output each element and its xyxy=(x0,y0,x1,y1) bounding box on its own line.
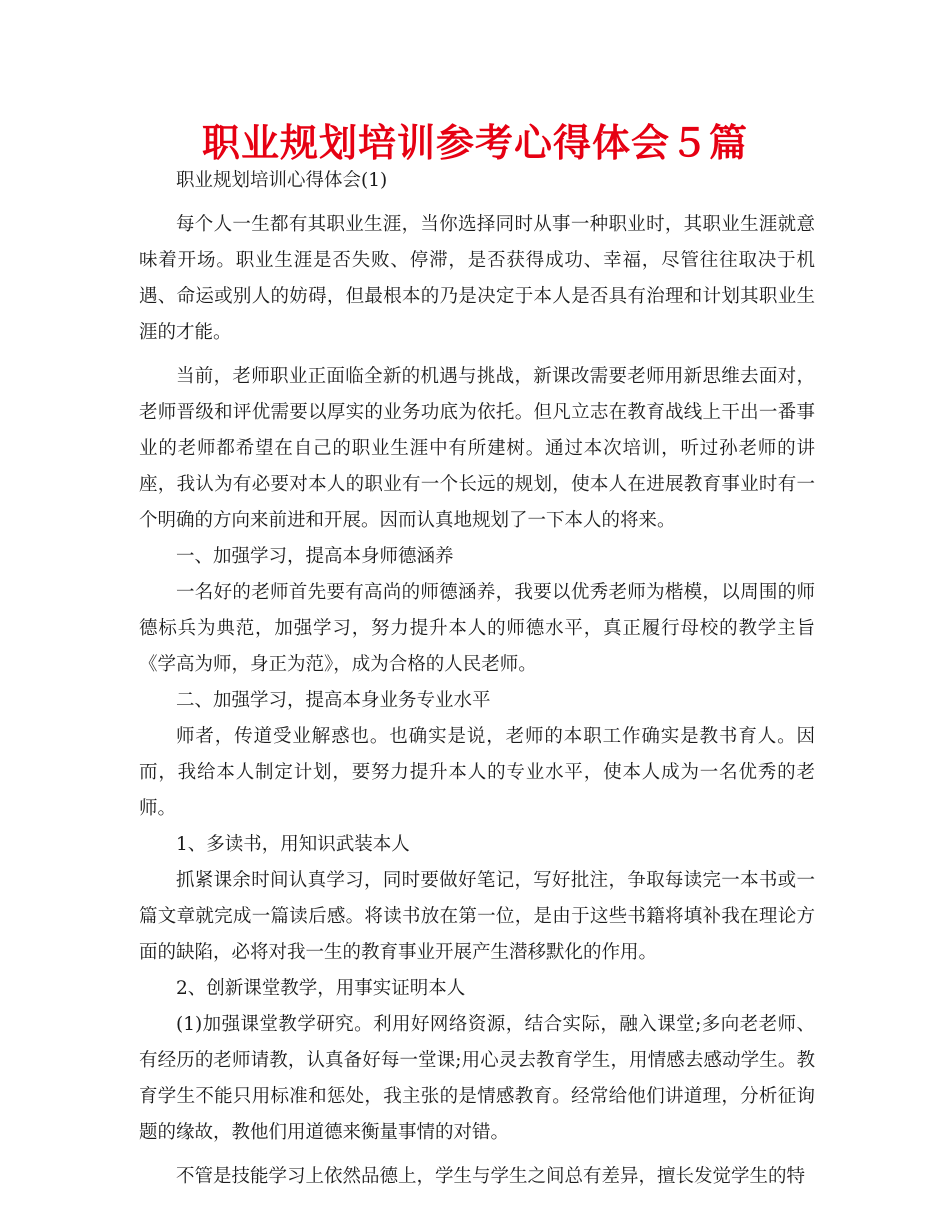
document-title: 职业规划培训参考心得体会５篇 xyxy=(201,121,748,165)
section-heading: 1、多读书，用知识武装本人 xyxy=(176,834,410,855)
section-heading: 二、加强学习，提高本身业务专业水平 xyxy=(176,690,491,711)
section-heading: 2、创新课堂教学，用事实证明本人 xyxy=(176,978,466,999)
document-body xyxy=(139,163,815,1195)
paragraph: 抓紧课余时间认真学习，同时要做好笔记，写好批注，争取每读完一本书或一篇文章就完成一篇读后感。将读书放在第一位，是由于这些书籍将填补我在理论方面的缺陷，必将对我一生的教育事业开展产生潜移默化的作用。 xyxy=(139,870,815,963)
paragraph: 不管是技能学习上依然品德上，学生与学生之间总有差异，擅长发觉学生的特 xyxy=(176,1166,806,1187)
paragraph: 师者，传道受业解惑也。也确实是说，老师的本职工作确实是教书育人。因而，我给本人制定计划，要努力提升本人的专业水平，使本人成为一名优秀的老师。 xyxy=(139,726,815,819)
paragraph: (1)加强课堂教学研究。利用好网络资源，结合实际，融入课堂;多向老老师、有经历的老师请教，认真备好每一堂课;用心灵去教育学生，用情感去感动学生。教育学生不能只用标准和惩处，我主张的是情感教育。经常给他们讲道理，分析征询题的缘故，教他们用道德来衡量事情的对错。 xyxy=(139,1014,815,1143)
paragraph: 每个人一生都有其职业生涯，当你选择同时从事一种职业时，其职业生涯就意味着开场。职业生涯是否失败、停滞，是否获得成功、幸福，尽管往往取决于机遇、命运或别人的妨碍，但最根本的乃是决定于本人是否具有治理和计划其职业生涯的才能。 xyxy=(139,214,815,343)
paragraph: 一名好的老师首先要有高尚的师德涵养，我要以优秀老师为楷模，以周围的师德标兵为典范，加强学习，努力提升本人的师德水平，真正履行母校的教学主旨《学高为师，身正为范》，成为合格的人民老师。 xyxy=(139,582,815,675)
paragraph: 当前，老师职业正面临全新的机遇与挑战，新课改需要老师用新思维去面对，老师晋级和评优需要以厚实的业务功底为依托。但凡立志在教育战线上干出一番事业的老师都希望在自己的职业生涯中有所建树。通过本次培训，听过孙老师的讲座，我认为有必要对本人的职业有一个长远的规划，使本人在进展教育事业时有一个明确的方向来前进和开展。因而认真地规划了一下本人的将来。 xyxy=(139,366,815,531)
section-heading: 一、加强学习，提高本身师德涵养 xyxy=(176,546,454,567)
section-heading: 职业规划培训心得体会(1) xyxy=(176,170,388,191)
